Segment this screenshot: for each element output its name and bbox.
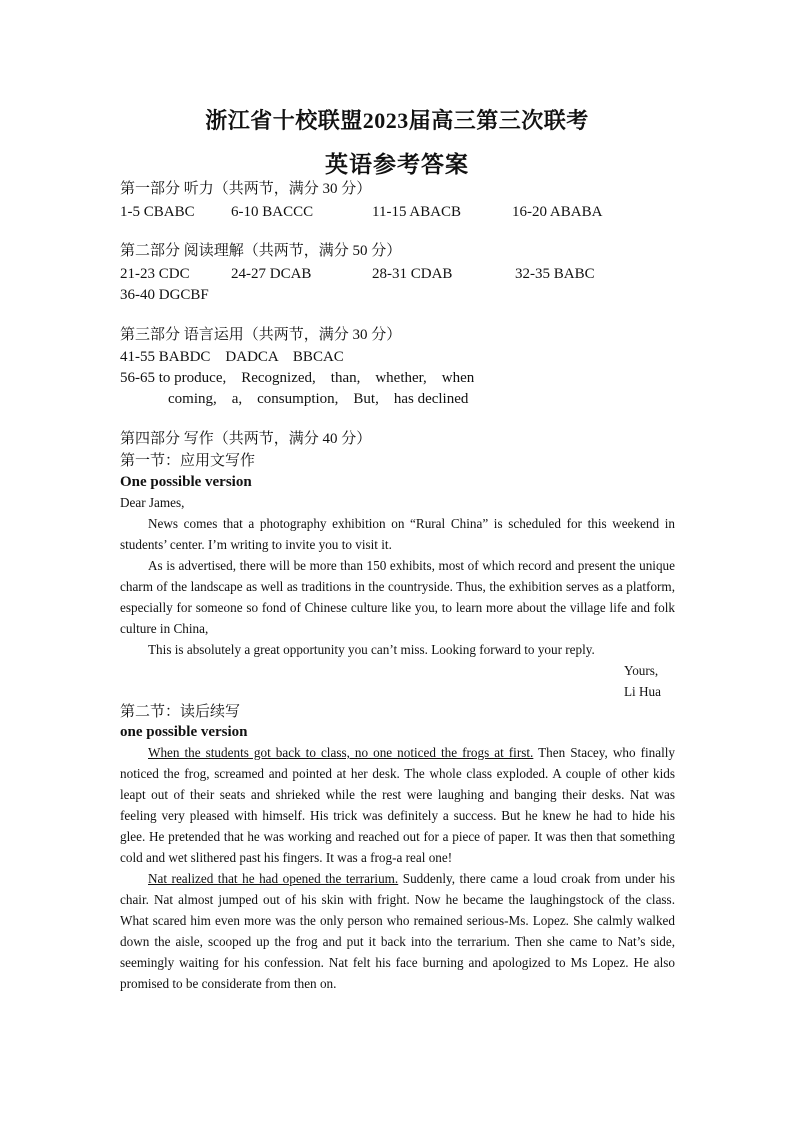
letter-paragraph: News comes that a photography exhibition on “Rural China” is scheduled for this weekend in students’ center. I’m writing to invite you to visit it. [120, 516, 675, 552]
paragraph-text: Then Stacey, who finally noticed the frog, screamed and pointed at her desk. The whole class exploded. A couple of other kids leapt out of their seats and shrieked while the rest were laughing and banging their desks. Nat was feeling very pleased with himself. His trick was definitely a success. But he knew he had to hide his glee. He pretended that he was working and reached out for a piece of paper. It was then that something cold and wet slithered past his fingers. It was a frog-a real one! [120, 745, 675, 865]
section2-heading: 第二节：读后续写 [120, 704, 241, 720]
answer-key-title: 英语参考答案 [325, 152, 469, 177]
part4-heading: 第四部分 写作（共两节，满分 40 分） [120, 431, 372, 447]
part2-answer: 24-27 DCAB [231, 266, 312, 282]
letter-body [120, 492, 675, 660]
section1-heading: 第一节：应用文写作 [120, 453, 256, 469]
section2-version-label: one possible version [120, 724, 248, 740]
letter-paragraph: As is advertised, there will be more than 150 exhibits, most of which record and present the unique charm of the landscape as well as traditions in the countryside. Thus, the exhibition serves as a platform, especially for someone so fond of Chinese culture like you, to learn more about the village life and folk culture in China, [120, 558, 675, 636]
continuation-paragraph [120, 868, 675, 994]
part2-answer: 36-40 DGCBF [120, 287, 209, 303]
part3-answers-56-65: 56-65 to produce, Recognized, than, whether, when [120, 370, 475, 386]
part1-heading: 第一部分 听力（共两节，满分 30 分） [120, 181, 372, 197]
part1-answer: 1-5 CBABC [120, 204, 195, 220]
part2-heading: 第二部分 阅读理解（共两节，满分 50 分） [120, 243, 402, 259]
continuation-paragraph [120, 742, 675, 868]
given-opening-sentence: Nat realized that he had opened the terrarium. [148, 871, 399, 886]
letter-signature: Li Hua [624, 684, 661, 699]
given-opening-sentence: When the students got back to class, no one noticed the frogs at first. [148, 745, 534, 760]
continuation-body [120, 742, 675, 994]
letter-greeting: Dear James, [120, 495, 185, 510]
letter-closing: Yours, [624, 663, 659, 678]
letter-paragraph: This is absolutely a great opportunity you can’t miss. Looking forward to your reply. [148, 642, 595, 657]
part1-answer: 6-10 BACCC [231, 204, 314, 220]
exam-title: 浙江省十校联盟2023届高三第三次联考 [205, 108, 589, 133]
part2-answer: 32-35 BABC [515, 266, 595, 282]
part1-answer: 11-15 ABACB [372, 204, 462, 220]
part2-answer: 28-31 CDAB [372, 266, 453, 282]
part3-heading: 第三部分 语言运用（共两节，满分 30 分） [120, 327, 402, 343]
part2-answer: 21-23 CDC [120, 266, 190, 282]
part3-answers-56-65-cont: coming, a, consumption, But, has declined [168, 391, 469, 407]
part1-answer: 16-20 ABABA [512, 204, 603, 220]
part3-answers-41-55: 41-55 BABDC DADCA BBCAC [120, 349, 344, 365]
section1-version-label: One possible version [120, 474, 252, 490]
paragraph-text: Suddenly, there came a loud croak from under his chair. Nat almost jumped out of his skin with fright. Now he became the laughingstock of the class. What scared him even more was the only person who remained serious-Ms. Lopez. She calmly walked down the aisle, scooped up the frog and put it back into the terrarium. Then she came to Nat’s side, seemingly waiting for his confession. Nat felt his face burning and apologized to Ms Lopez. He also promised to be considerate from then on. [120, 871, 675, 991]
